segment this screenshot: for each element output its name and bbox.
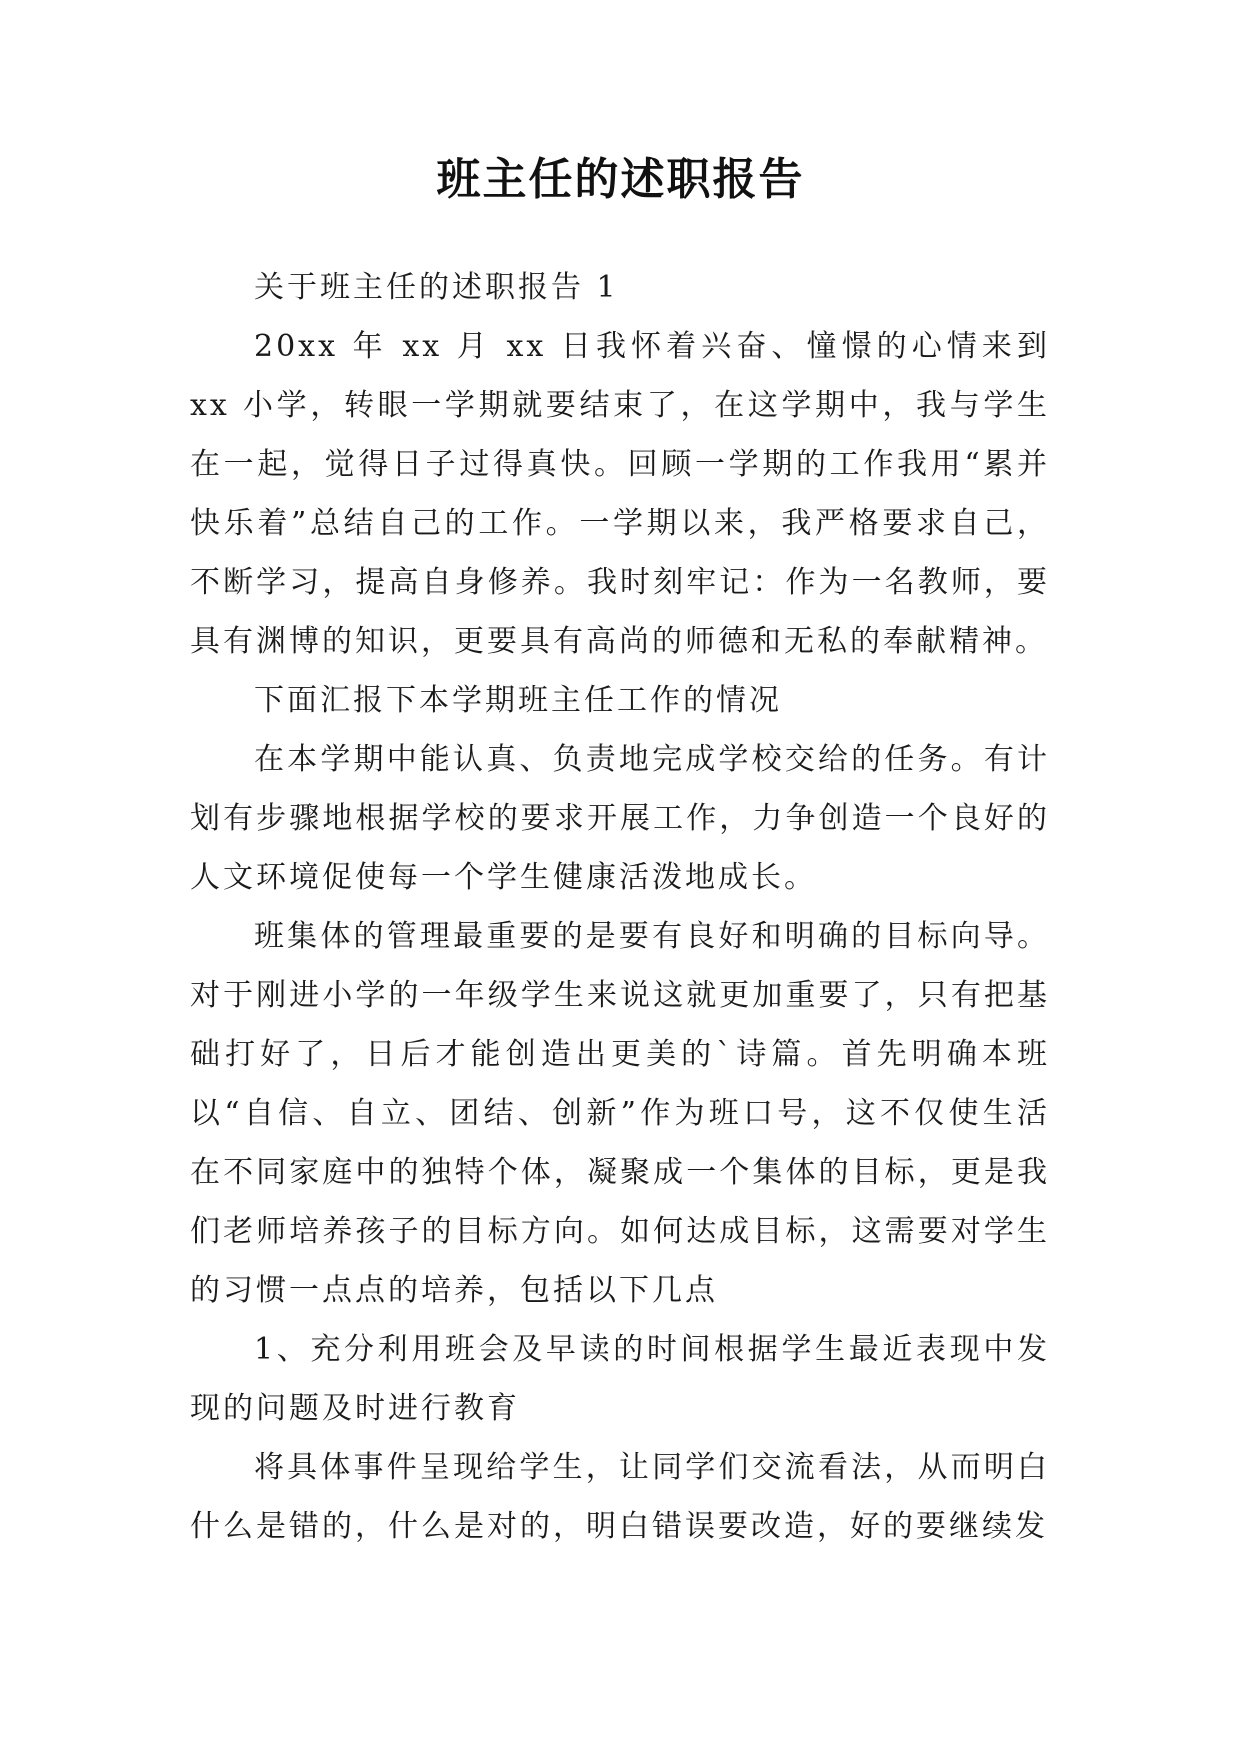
paragraph: 在本学期中能认真、负责地完成学校交给的任务。有计划有步骤地根据学校的要求开展工作，力争创造一个良好的人文环境促使每一个学生健康活泼地成长。: [190, 742, 1050, 895]
document-title: 班主任的述职报告: [436, 154, 805, 205]
paragraph: 1、充分利用班会及早读的时间根据学生最近表现中发现的问题及时进行教育: [190, 1332, 1050, 1426]
paragraph-heading: 关于班主任的述职报告 1: [254, 270, 619, 305]
paragraph: 下面汇报下本学期班主任工作的情况: [254, 683, 782, 718]
paragraph: 将具体事件呈现给学生，让同学们交流看法，从而明白什么是错的，什么是对的，明白错误要改造，好的要继续发: [190, 1450, 1050, 1544]
paragraph: 班集体的管理最重要的是要有良好和明确的目标向导。对于刚进小学的一年级学生来说这就更加重要了，只有把基础打好了，日后才能创造出更美的`诗篇。首先明确本班以“自信、自立、团结、创新”作为班口号，这不仅使生活在不同家庭中的独特个体，凝聚成一个集体的目标，更是我们老师培养孩子的目标方向。如何达成目标，这需要对学生的习惯一点点的培养，包括以下几点: [190, 919, 1050, 1308]
document-body: [190, 258, 1050, 1556]
paragraph: 20xx 年 xx 月 xx 日我怀着兴奋、憧憬的心情来到 xx 小学，转眼一学期就要结束了，在这学期中，我与学生在一起，觉得日子过得真快。回顾一学期的工作我用“累并快乐着”总结自己的工作。一学期以来，我严格要求自己，不断学习，提高自身修养。我时刻牢记：作为一名教师，要具有渊博的知识，更要具有高尚的师德和无私的奉献精神。: [190, 329, 1050, 659]
